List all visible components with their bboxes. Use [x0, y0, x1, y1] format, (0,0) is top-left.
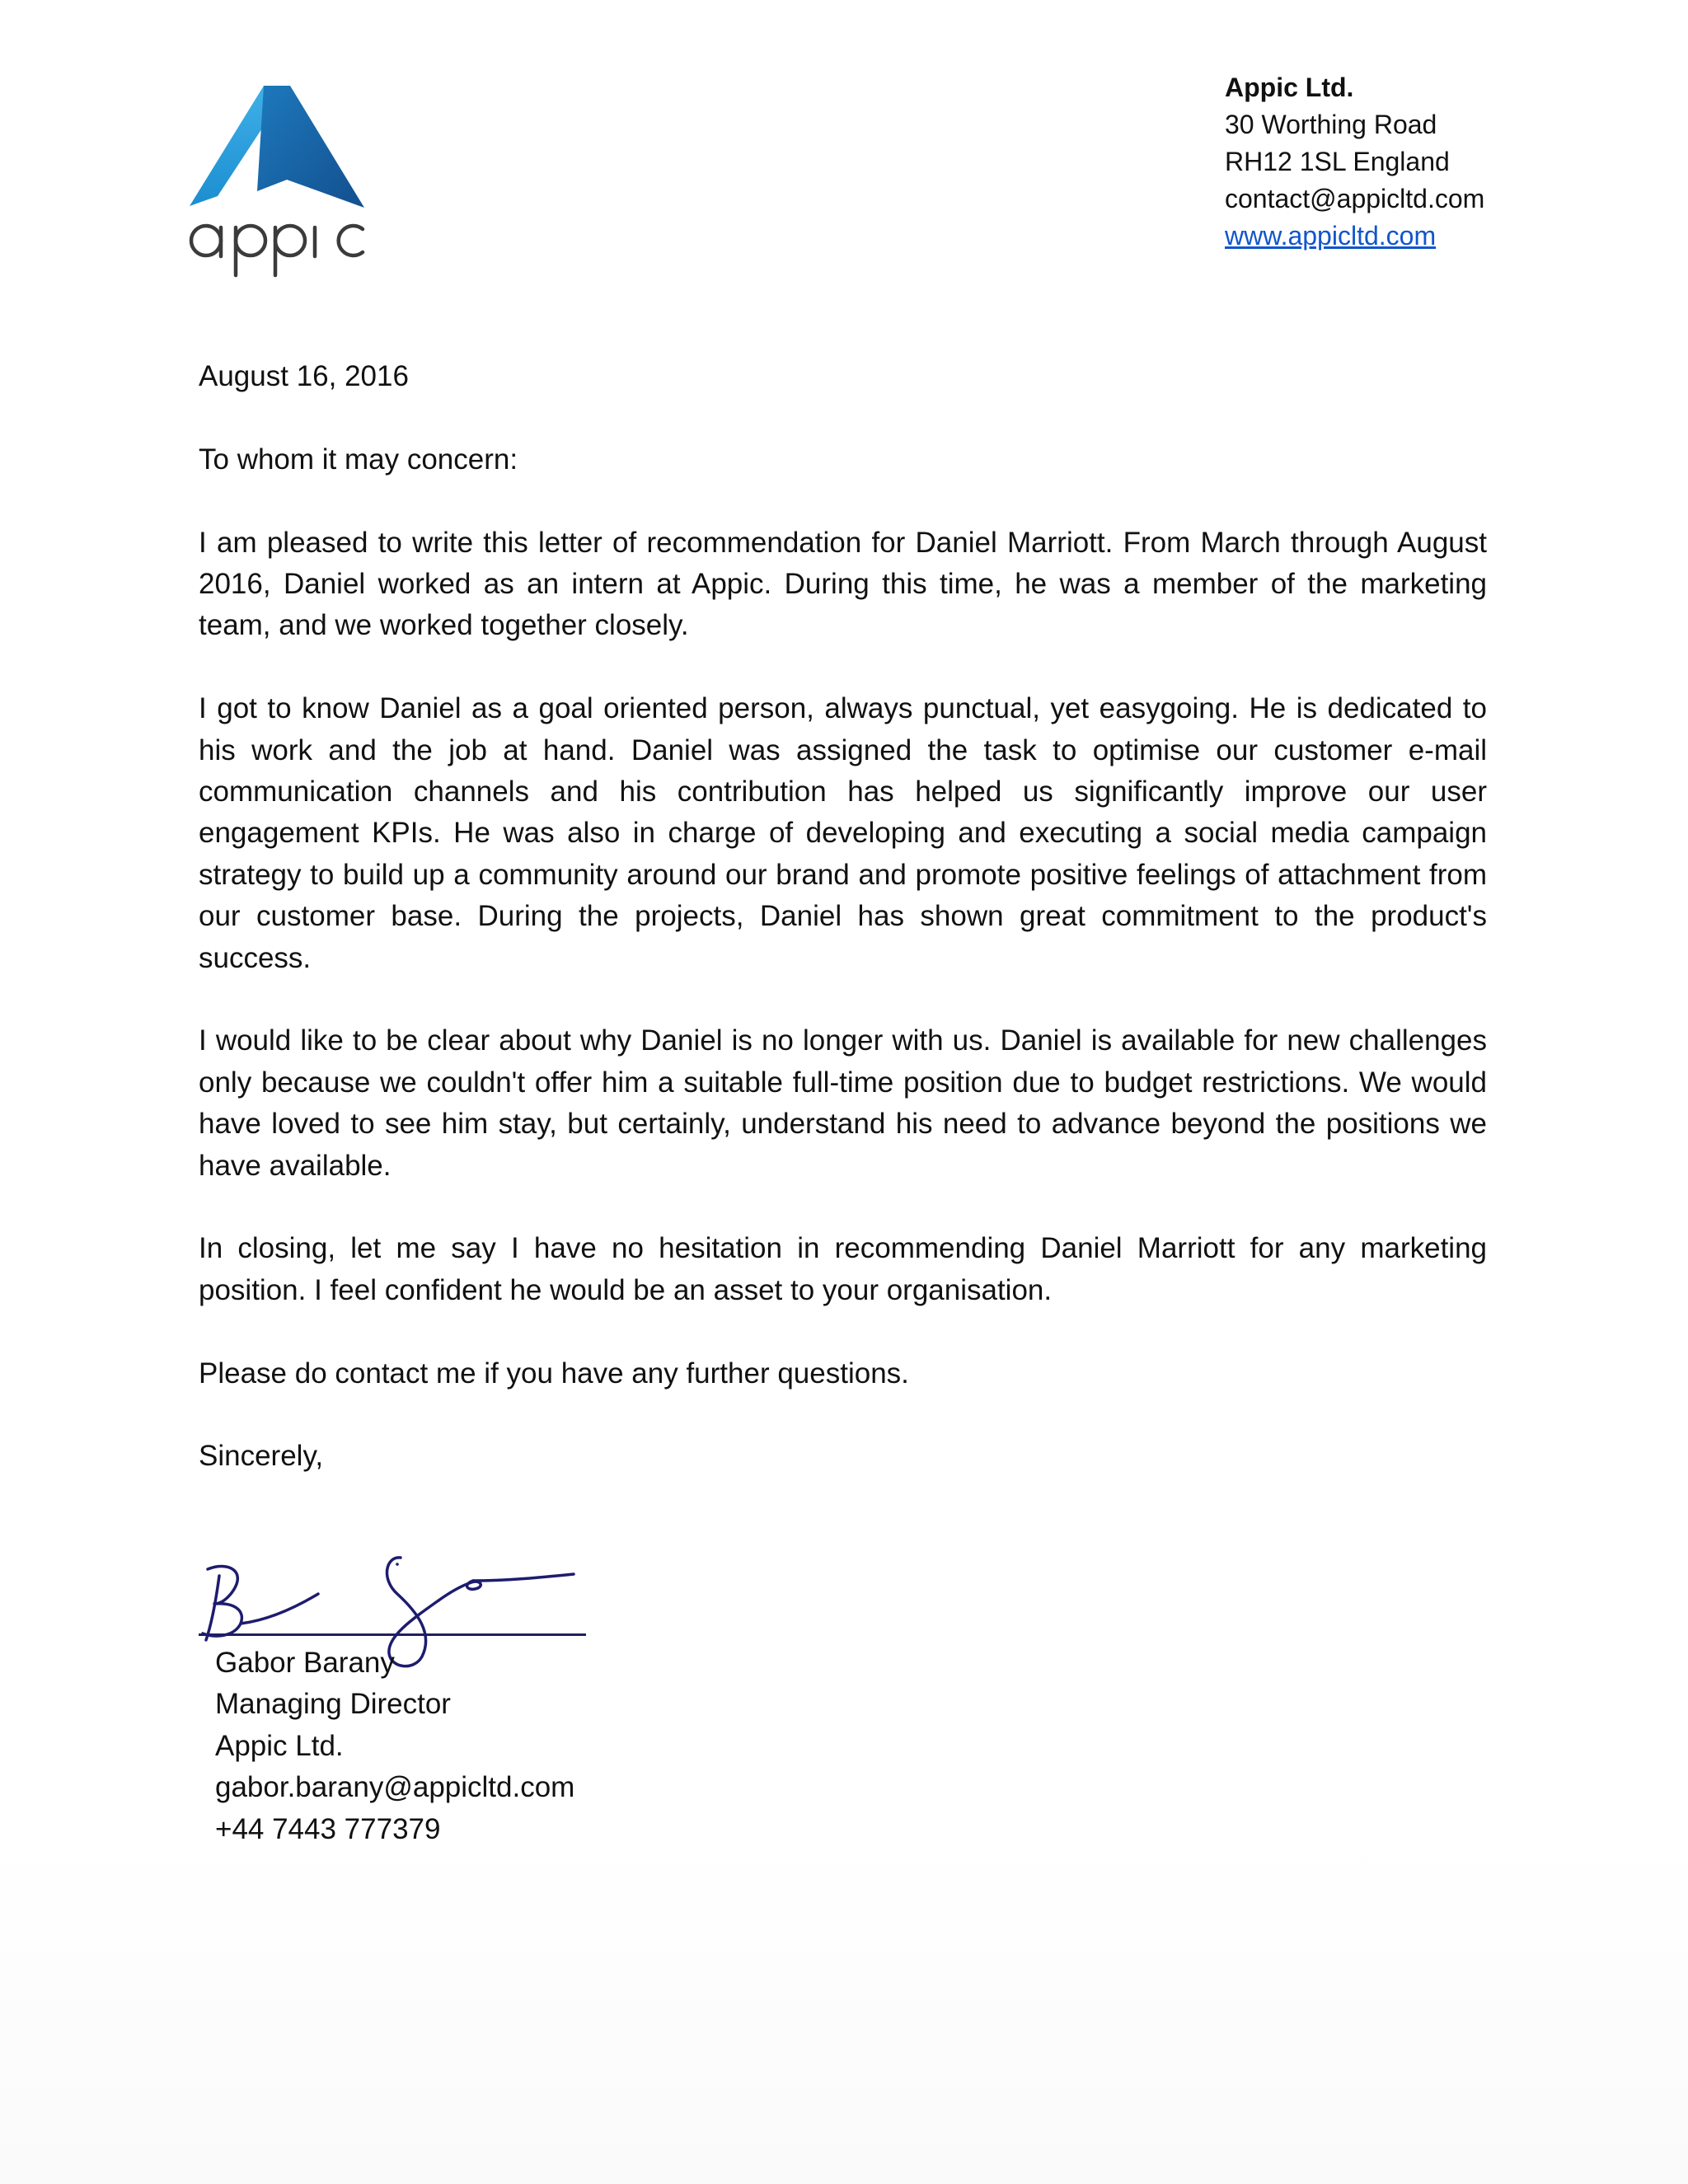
- company-address-line2: RH12 1SL England: [1225, 147, 1450, 176]
- letter-date: August 16, 2016: [199, 360, 409, 392]
- letter-valediction: Sincerely,: [199, 1440, 324, 1473]
- letter-paragraph: I am pleased to write this letter of recommendation for Daniel Marriott. From March through August 2016, Daniel worked as an intern at Appic. During this time, he was a member of the marketing team, and we worked together closely.: [199, 526, 1487, 642]
- letter-closing-note: Please do contact me if you have any further questions.: [199, 1357, 909, 1390]
- logo-wordmark: [191, 226, 363, 275]
- letter-salutation: To whom it may concern:: [199, 443, 518, 476]
- company-address-block: [1225, 69, 1484, 255]
- signatory-block: [215, 1643, 574, 1850]
- company-name: Appic Ltd.: [1225, 73, 1354, 102]
- company-website-link[interactable]: www.appicltd.com: [1225, 221, 1437, 251]
- company-email: contact@appicltd.com: [1225, 184, 1485, 213]
- letter-paragraph: In closing, let me say I have no hesitation in recommending Daniel Marriott for any marketing position. I feel confident he would be an asset to your organisation.: [199, 1232, 1487, 1306]
- signatory-title: Managing Director: [215, 1688, 451, 1721]
- signatory-email: gabor.barany@appicltd.com: [215, 1771, 575, 1804]
- letter-body: [199, 356, 1487, 1519]
- page-background: [0, 1838, 1688, 2184]
- appic-logo: [188, 82, 371, 280]
- signatory-name: Gabor Barany: [215, 1647, 395, 1679]
- signatory-phone: +44 7443 777379: [215, 1812, 441, 1845]
- signatory-company: Appic Ltd.: [215, 1729, 344, 1762]
- logo-right-facet: [257, 86, 364, 208]
- letter-paragraph: I would like to be clear about why Daniel is no longer with us. Daniel is available for new challenges only because we couldn't offer him a suitable full-time position due to budget restrictions. We would have loved to see him stay, but certainly, understand his need to advance beyond the positions we have available.: [199, 1024, 1487, 1182]
- letter-paragraph: I got to know Daniel as a goal oriented person, always punctual, yet easygoing. He is dedicated to his work and the job at hand. Daniel was assigned the task to optimise our customer e-mail communication channels and his contribution has helped us significantly improve our user engagement KPIs. He was also in charge of developing and executing a social media campaign strategy to build up a community around our brand and promote positive feelings of attachment from our customer base. During the projects, Daniel has shown great commitment to the product's success.: [199, 692, 1487, 974]
- company-address-line1: 30 Worthing Road: [1225, 110, 1437, 139]
